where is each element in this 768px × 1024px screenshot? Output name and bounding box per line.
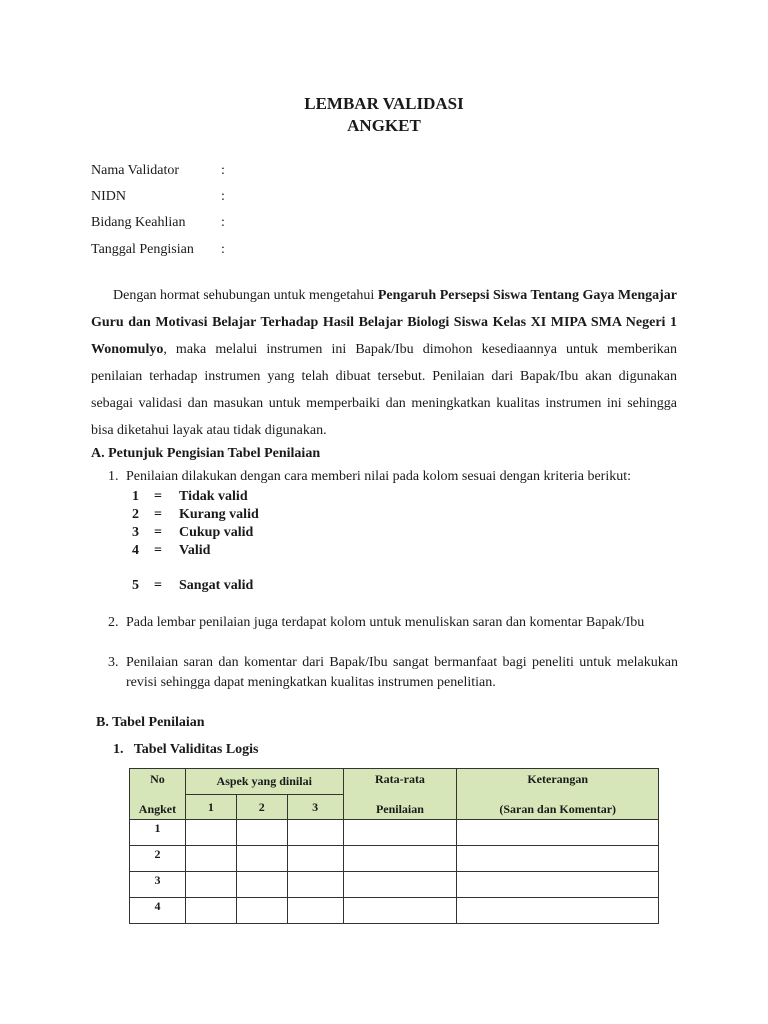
criteria-item-3: 3 = Cukup valid bbox=[132, 525, 254, 540]
field-value: : bbox=[221, 215, 225, 230]
list-number: 2. bbox=[108, 615, 119, 630]
cell-rata-rata bbox=[343, 872, 457, 898]
header-no-angket: No Angket bbox=[130, 769, 186, 820]
cell-aspek-2 bbox=[236, 820, 287, 846]
intro-paragraph bbox=[91, 282, 677, 444]
intro-research-title: Pengaruh Persepsi Siswa Tentang Gaya Mengajar Guru dan Motivasi Belajar Terhadap Hasil Belajar Biologi Siswa Kelas XI MIPA SMA Negeri 1 Wonomulyo bbox=[91, 288, 677, 357]
document-title: LEMBAR VALIDASI bbox=[304, 94, 464, 113]
table-heading: 1. Tabel Validitas Logis bbox=[113, 742, 259, 757]
cell-aspek-3 bbox=[287, 846, 343, 872]
header-keterangan: Keterangan (Saran dan Komentar) bbox=[457, 769, 659, 820]
intro-text-before: Dengan hormat sehubungan untuk mengetahui bbox=[113, 288, 378, 303]
row-number: 2 bbox=[130, 846, 186, 872]
table-row bbox=[130, 820, 659, 846]
section-a-heading: A. Petunjuk Pengisian Tabel Penilaian bbox=[91, 446, 321, 461]
cell-keterangan bbox=[457, 872, 659, 898]
cell-keterangan bbox=[457, 846, 659, 872]
field-label: Nama Validator bbox=[91, 163, 179, 178]
cell-keterangan bbox=[457, 898, 659, 924]
criteria-item-1: 1 = Tidak valid bbox=[132, 489, 248, 504]
cell-aspek-3 bbox=[287, 898, 343, 924]
field-nama-validator bbox=[91, 161, 225, 181]
list-number: 3. bbox=[108, 655, 119, 670]
instruction-item-1 bbox=[108, 467, 678, 487]
list-text: Pada lembar penilaian juga terdapat kolom untuk menuliskan saran dan komentar Bapak/Ibu bbox=[126, 615, 645, 630]
field-value: : bbox=[221, 163, 225, 178]
cell-aspek-1 bbox=[185, 872, 236, 898]
cell-aspek-2 bbox=[236, 872, 287, 898]
intro-text-after: , maka melalui instrumen ini Bapak/Ibu dimohon kesediaannya untuk memberikan penilaian terhadap instrumen yang telah dibuat tersebut. Penilaian dari Bapak/Ibu akan digunakan sebagai validasi dan masukan untuk memperbaiki dan meningkatkan kualitas instrumen ini sehingga bisa diketahui layak atau tidak digunakan. bbox=[91, 342, 677, 438]
cell-rata-rata bbox=[343, 820, 457, 846]
section-b-heading: B. Tabel Penilaian bbox=[96, 715, 205, 730]
field-value: : bbox=[221, 242, 225, 257]
field-value: : bbox=[221, 189, 225, 204]
row-number: 1 bbox=[130, 820, 186, 846]
field-label: Tanggal Pengisian bbox=[91, 242, 194, 257]
field-label: Bidang Keahlian bbox=[91, 215, 186, 230]
criteria-item-5: 5 = Sangat valid bbox=[132, 578, 254, 593]
cell-aspek-1 bbox=[185, 846, 236, 872]
header-aspek-2: 2 bbox=[236, 795, 287, 820]
cell-aspek-1 bbox=[185, 820, 236, 846]
field-bidang-keahlian bbox=[91, 213, 225, 233]
header-aspek-1: 1 bbox=[185, 795, 236, 820]
list-text: Penilaian saran dan komentar dari Bapak/Ibu sangat bermanfaat bagi peneliti untuk melakukan revisi sehingga dapat meningkatkan kualitas instrumen penelitian. bbox=[126, 655, 678, 690]
criteria-item-2: 2 = Kurang valid bbox=[132, 507, 259, 522]
row-number: 4 bbox=[130, 898, 186, 924]
list-number: 1. bbox=[108, 469, 119, 484]
instruction-item-3 bbox=[108, 653, 678, 693]
cell-aspek-2 bbox=[236, 846, 287, 872]
field-nidn bbox=[91, 187, 225, 207]
instruction-item-2 bbox=[108, 613, 678, 653]
table-row bbox=[130, 846, 659, 872]
field-tanggal-pengisian bbox=[91, 240, 225, 260]
cell-rata-rata bbox=[343, 846, 457, 872]
field-label: NIDN bbox=[91, 189, 126, 204]
criteria-item-4: 4 = Valid bbox=[132, 543, 211, 558]
document-subtitle: ANGKET bbox=[347, 116, 421, 135]
cell-aspek-1 bbox=[185, 898, 236, 924]
cell-aspek-3 bbox=[287, 872, 343, 898]
header-rata-rata: Rata-rata Penilaian bbox=[343, 769, 457, 820]
validity-table bbox=[129, 768, 659, 924]
header-aspek: Aspek yang dinilai bbox=[185, 769, 343, 795]
cell-aspek-3 bbox=[287, 820, 343, 846]
table-row bbox=[130, 872, 659, 898]
cell-rata-rata bbox=[343, 898, 457, 924]
list-text: Penilaian dilakukan dengan cara memberi nilai pada kolom sesuai dengan kriteria berikut: bbox=[126, 469, 631, 484]
cell-aspek-2 bbox=[236, 898, 287, 924]
table-row bbox=[130, 898, 659, 924]
row-number: 3 bbox=[130, 872, 186, 898]
cell-keterangan bbox=[457, 820, 659, 846]
header-aspek-3: 3 bbox=[287, 795, 343, 820]
